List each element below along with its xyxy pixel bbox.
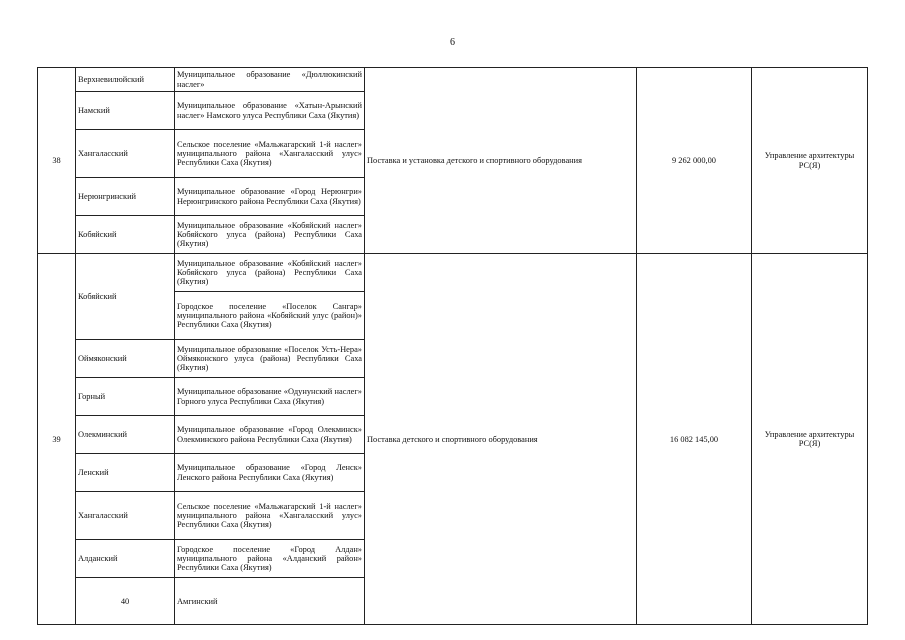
district-name: Хангаласский [76, 130, 175, 178]
district-name: Хангаласский [76, 492, 175, 540]
municipality-name: Муниципальное образование «Поселок Усть-Нера» Оймяконского улуса (района) Республики Саха (Якутия) [175, 340, 365, 378]
table-row [38, 254, 868, 292]
page-number: 6 [450, 37, 455, 48]
amount: 16 082 145,00 [637, 254, 752, 625]
row-number: 40 [76, 578, 175, 625]
district-name: Оймяконский [76, 340, 175, 378]
district-name: Амгинский [175, 578, 365, 625]
district-name: Алданский [76, 540, 175, 578]
district-name: Кобяйский [76, 254, 175, 340]
municipality-name: Сельское поселение «Мальжагарский 1-й наслег» муниципального района «Хангаласский улус» Республики Саха (Якутия) [175, 130, 365, 178]
funding-table [37, 67, 868, 625]
district-name: Горный [76, 378, 175, 416]
district-name: Кобяйский [76, 216, 175, 254]
municipality-name: Муниципальное образование «Хатын-Арынский наслег» Намского улуса Республики Саха (Якутия) [175, 92, 365, 130]
municipality-name: Муниципальное образование «Город Нерюнгри» Нерюнгринского района Республики Саха (Якутия) [175, 178, 365, 216]
municipality-name: Муниципальное образование «Кобяйский наслег» Кобяйского улуса (района) Республики Саха (Якутия) [175, 216, 365, 254]
responsible-department: Управление архитектуры РС(Я) [752, 68, 868, 254]
municipality-name: Муниципальное образование «Кобяйский наслег» Кобяйского улуса (района) Республики Саха (Якутия) [175, 254, 365, 292]
responsible-department: Управление архитектуры РС(Я) [752, 254, 868, 625]
municipality-name: Городское поселение «Поселок Сангар» муниципального района «Кобяйский улус (район)» Республики Саха (Якутия) [175, 292, 365, 340]
district-name: Нерюнгринский [76, 178, 175, 216]
municipality-name: Муниципальное образование «Город Ленск» Ленского района Республики Саха (Якутия) [175, 454, 365, 492]
municipality-name: Муниципальное образование «Одунунский наслег» Горного улуса Республики Саха (Якутия) [175, 378, 365, 416]
municipality-name: Муниципальное образование «Дюллюкинский наслег» [175, 68, 365, 92]
amount: 9 262 000,00 [637, 68, 752, 254]
district-name: Ленский [76, 454, 175, 492]
work-description: Поставка детского и спортивного оборудования [365, 254, 637, 625]
district-name: Верхневилюйский [76, 68, 175, 92]
work-description: Поставка и установка детского и спортивного оборудования [365, 68, 637, 254]
district-name: Олекминский [76, 416, 175, 454]
municipality-name: Городское поселение «Город Алдан» муниципального района «Алданский район» Республики Саха (Якутия) [175, 540, 365, 578]
row-number: 39 [38, 254, 76, 625]
row-number: 38 [38, 68, 76, 254]
municipality-name: Сельское поселение «Мальжагарский 1-й наслег» муниципального района «Хангаласский улус» Республики Саха (Якутия) [175, 492, 365, 540]
table-row [38, 68, 868, 92]
municipality-name: Муниципальное образование «Город Олекминск» Олекминского района Республики Саха (Якутия) [175, 416, 365, 454]
district-name: Намский [76, 92, 175, 130]
